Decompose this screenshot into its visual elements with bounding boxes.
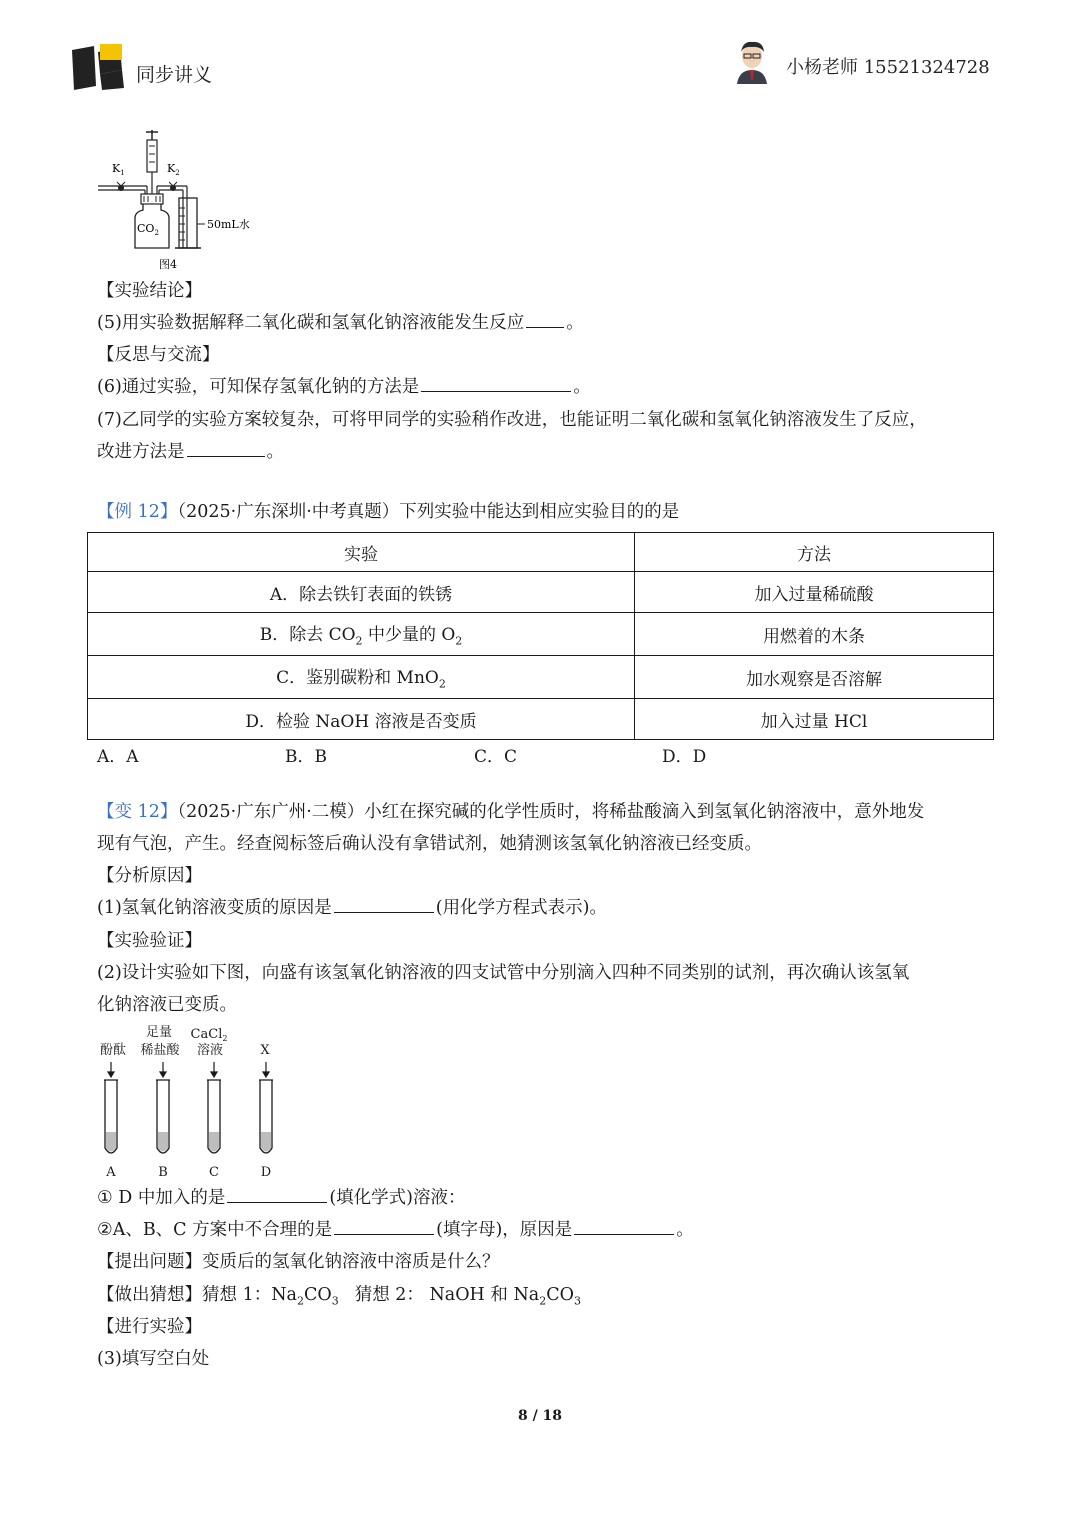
answer-blank[interactable]: [334, 1218, 434, 1235]
experiment-table: [87, 532, 994, 740]
teacher-contact: 小杨老师 15521324728: [786, 57, 990, 78]
teacher-avatar-icon: [733, 40, 771, 84]
tube-label: B: [158, 1165, 168, 1180]
figure-4-apparatus: [95, 128, 265, 274]
sub-question-1: ① D 中加入的是 (填化学式)溶液：: [97, 1188, 466, 1208]
table-header-cell: 实验: [88, 533, 635, 572]
brand-logo-icon: [70, 44, 126, 92]
tube-label: C: [209, 1165, 219, 1180]
variant-12-stem-line-2: 现有气泡，产生。经查阅标签后确认没有拿错试剂，她猜测该氢氧化钠溶液已经变质。: [97, 834, 762, 854]
sub-question-2: ②A、B、C 方案中不合理的是 (填字母)，原因是 。: [97, 1220, 694, 1240]
verify-heading: 【实验验证】: [97, 931, 202, 951]
reagent-label: 足量: [145, 1025, 173, 1040]
table-cell-experiment: D．检验 NaOH 溶液是否变质: [88, 699, 635, 740]
question-7-line-2: 改进方法是 。: [97, 442, 284, 462]
table-row: [88, 656, 994, 699]
reflect-heading: 【反思与交流】: [97, 345, 220, 365]
reagent-label: X: [260, 1043, 270, 1058]
reagent-label: 溶液: [196, 1043, 224, 1058]
proceed-heading: 【进行实验】: [97, 1317, 202, 1337]
table-header-cell: 方法: [635, 533, 994, 572]
table-row: [88, 699, 994, 740]
table-cell-experiment: A．除去铁钉表面的铁锈: [88, 572, 635, 613]
variant-12-stem-line-1: 【变 12】（2025·广东广州·二模）小红在探究碱的化学性质时，将稀盐酸滴入到氢氧化钠溶液中，意外地发: [97, 802, 925, 822]
answer-blank[interactable]: [574, 1218, 674, 1235]
hypotheses: 【做出猜想】猜想 1：$Na_2CO_3$ 猜想 2： NaOH 和 $Na_2CO_3$: [97, 1285, 581, 1308]
page-number: 8 / 18: [517, 1408, 563, 1424]
example-tag: 【例 12】: [97, 502, 178, 522]
answer-blank[interactable]: [526, 311, 564, 328]
valve-k2-label: $K_2$: [167, 162, 180, 177]
question-5: (5)用实验数据解释二氧化碳和氢氧化钠溶液能发生反应 。: [97, 313, 584, 333]
tube-label: A: [106, 1165, 116, 1180]
table-cell-experiment: B．除去 $CO_2$ 中少量的 $O_2$: [88, 613, 635, 656]
answer-blank[interactable]: [187, 440, 265, 457]
test-tubes-figure: [95, 1024, 295, 1184]
reagent-label: 稀盐酸: [140, 1043, 180, 1058]
question-1: (1)氢氧化钠溶液变质的原因是 (用化学方程式表示)。: [97, 898, 607, 918]
table-cell-method: 加入过量稀硫酸: [635, 572, 994, 613]
table-header-row: [88, 533, 994, 572]
brand-title: 同步讲义: [136, 64, 213, 86]
example-12-stem: 【例 12】（2025·广东深圳·中考真题）下列实验中能达到相应实验目的的是: [97, 502, 680, 522]
question-6: (6)通过实验，可知保存氢氧化钠的方法是 。: [97, 377, 591, 397]
cylinder-label: 50mL水: [207, 218, 250, 231]
question-2-line-1: (2)设计实验如下图，向盛有该氢氧化钠溶液的四支试管中分别滴入四种不同类别的试剂，再次确认该氢氧: [97, 963, 910, 983]
option-b[interactable]: B．B: [285, 747, 327, 767]
question-7-line-1: (7)乙同学的实验方案较复杂，可将甲同学的实验稍作改进，也能证明二氧化碳和氢氧化钠溶液发生了反应，: [97, 410, 927, 430]
valve-k1-label: $K_1$: [112, 162, 125, 177]
table-cell-experiment: C．鉴别碳粉和 MnO$_2$: [88, 656, 635, 699]
answer-blank[interactable]: [334, 896, 434, 913]
table-cell-method: 加入过量 HCl: [635, 699, 994, 740]
question-2-line-2: 化钠溶液已变质。: [97, 995, 237, 1015]
table-row: [88, 572, 994, 613]
bottle-co2-label: $CO_2$: [137, 222, 159, 237]
variant-tag: 【变 12】: [97, 802, 178, 822]
tube-label: D: [260, 1165, 272, 1180]
table-cell-method: 用燃着的木条: [635, 613, 994, 656]
conclusion-heading: 【实验结论】: [97, 281, 202, 301]
answer-blank[interactable]: [227, 1186, 327, 1203]
answer-blank[interactable]: [421, 375, 571, 392]
question-3: (3)填写空白处: [97, 1349, 210, 1369]
option-d[interactable]: D．D: [662, 747, 707, 767]
option-a[interactable]: A．A: [97, 747, 139, 767]
question-raised: 【提出问题】变质后的氢氧化钠溶液中溶质是什么？: [97, 1252, 500, 1272]
analysis-heading: 【分析原因】: [97, 866, 202, 886]
table-row: [88, 613, 994, 656]
table-cell-method: 加水观察是否溶解: [635, 656, 994, 699]
option-c[interactable]: C．C: [474, 747, 518, 767]
reagent-label: CaCl$_2$: [190, 1027, 228, 1043]
reagent-label: 酚酞: [99, 1043, 127, 1058]
figure-caption: 图4: [159, 258, 177, 271]
